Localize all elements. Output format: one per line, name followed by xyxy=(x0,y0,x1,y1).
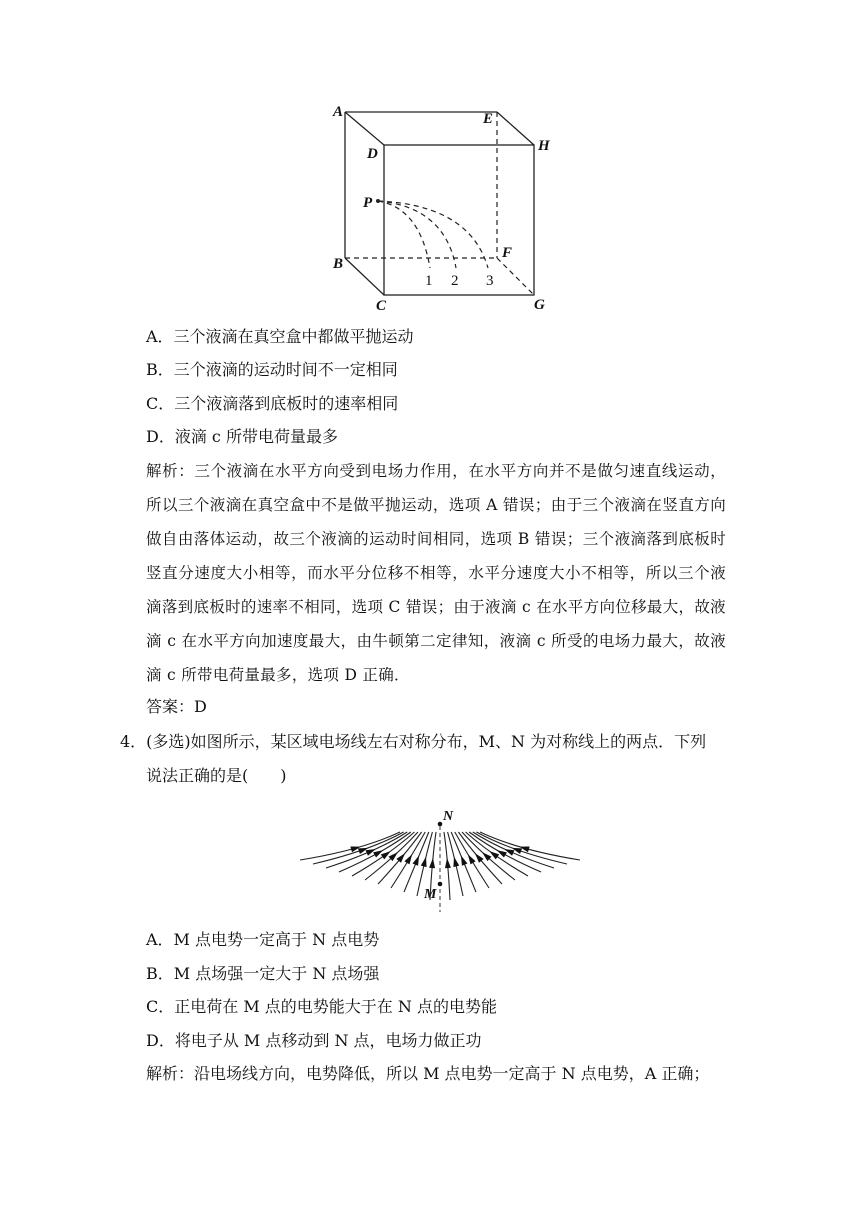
field-line-arrow xyxy=(404,854,412,864)
label-H: H xyxy=(538,138,550,154)
field-lines-figure xyxy=(296,808,582,916)
field-line-arrow xyxy=(468,854,476,864)
label-A: A xyxy=(333,104,344,120)
label-P: P xyxy=(363,195,373,211)
q4-option-a: A．M 点电势一定高于 N 点电势 xyxy=(146,930,380,949)
label-1: 1 xyxy=(425,273,433,289)
q3-option-c: C．三个液滴落到底板时的速率相同 xyxy=(146,394,399,413)
field-line xyxy=(473,832,554,868)
label-E: E xyxy=(483,111,494,127)
point-M xyxy=(438,882,443,887)
q4-analysis: 解析：沿电场线方向，电势降低，所以 M 点电势一定高于 N 点电势，A 正确； xyxy=(146,1064,710,1083)
field-line-arrow xyxy=(373,850,383,857)
field-line-arrow xyxy=(421,857,427,867)
label-2: 2 xyxy=(451,273,459,289)
q4-option-c: C．正电荷在 M 点的电势能大于在 N 点的电势能 xyxy=(146,997,497,1016)
q3-answer: 答案：D xyxy=(146,697,207,716)
label-B: B xyxy=(333,256,344,272)
field-line-arrow xyxy=(461,855,468,865)
q3-option-a: A．三个液滴在真空盒中都做平抛运动 xyxy=(146,327,414,346)
q4-option-d: D．将电子从 M 点移动到 N 点，电场力做正功 xyxy=(146,1031,482,1050)
label-D: D xyxy=(367,146,378,162)
label-F: F xyxy=(502,245,513,261)
field-line-arrow xyxy=(381,851,391,859)
field-line-arrow xyxy=(489,851,499,859)
label-G: G xyxy=(534,297,545,313)
field-line-arrow xyxy=(413,855,420,865)
q4-stem-line2: 说法正确的是( ) xyxy=(146,766,287,785)
q3-analysis: 解析：三个液滴在水平方向受到电场力作用，在水平方向并不是做匀速直线运动，所以三个液滴在真空盒中不是做平抛运动，选项 A 错误；由于三个液滴在竖直方向做自由落体运动，故三个液滴的运动时间相同，选项 B 错误；三个液滴落到底板时竖直分速度大小相等，而水平分位移不相等，水平分速度大小不相等，所以三个液滴落到底板时的速率不相同，选项 C 错误；由于液滴 c 在水平方向位移最大，故液滴 c 在水平方向加速度最大，由牛顿第二定律知，液滴 c 所受的电场力最大，故液滴 c 所带电荷量最多，选项 D 正确． xyxy=(146,462,726,684)
label-M: M xyxy=(424,887,437,902)
q3-option-b: B．三个液滴的运动时间不一定相同 xyxy=(146,360,398,379)
label-N: N xyxy=(443,809,454,824)
field-line-arrow xyxy=(497,850,507,857)
label-3: 3 xyxy=(486,273,494,289)
point-N xyxy=(438,822,443,827)
label-C: C xyxy=(376,298,387,314)
field-line xyxy=(326,832,407,868)
q3-option-d: D．液滴 c 所带电荷量最多 xyxy=(146,427,338,446)
q4-stem-line1: 4．(多选)如图所示，某区域电场线左右对称分布，M、N 为对称线上的两点．下列 xyxy=(120,732,707,751)
cube-figure xyxy=(330,100,550,315)
field-line-arrow xyxy=(429,858,435,868)
field-line-arrow xyxy=(445,858,451,868)
field-line-arrow xyxy=(453,857,459,867)
q4-option-b: B．M 点场强一定大于 N 点场强 xyxy=(146,964,380,983)
